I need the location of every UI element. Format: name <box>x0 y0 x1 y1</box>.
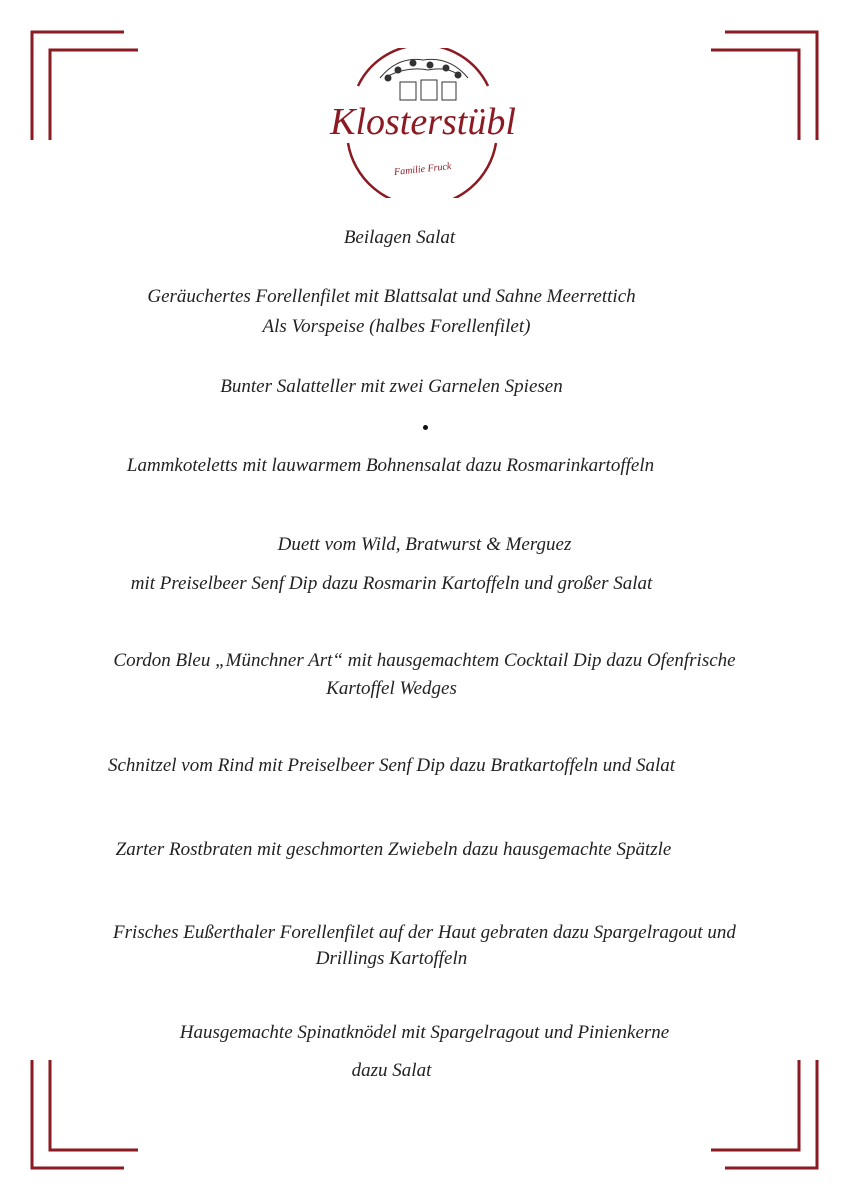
menu-item-cordon-bleu-continued: Kartoffel Wedges <box>326 678 457 699</box>
menu-item-schnitzel: Schnitzel vom Rind mit Preiselbeer Senf Dip dazu Bratkartoffeln und Salat <box>107 755 676 776</box>
restaurant-logo <box>318 48 528 198</box>
menu-item-duett-vom-wild: Duett vom Wild, Bratwurst & Merguez <box>277 534 572 555</box>
menu-item-salatteller: Bunter Salatteller mit zwei Garnelen Spiesen <box>220 376 563 397</box>
menu-item-eusserthaler-forelle-continued: Drillings Kartoffeln <box>315 948 468 969</box>
menu-item-cordon-bleu: Cordon Bleu „Münchner Art“ mit hausgemachtem Cocktail Dip dazu Ofenfrische <box>113 650 736 671</box>
svg-text:Klosterstübl: Klosterstübl <box>330 101 516 143</box>
menu-item-rostbraten: Zarter Rostbraten mit geschmorten Zwiebeln dazu hausgemachte Spätzle <box>115 839 672 860</box>
menu-item-forellenfilet-note: Als Vorspeise (halbes Forellenfilet) <box>262 316 531 337</box>
menu-item-spinatknoedel: Hausgemachte Spinatknödel mit Spargelragout und Pinienkerne <box>179 1022 670 1043</box>
corner-frame-top-right <box>701 28 821 148</box>
menu-item-duett-vom-wild-description: mit Preiselbeer Senf Dip dazu Rosmarin Kartoffeln und großer Salat <box>130 573 653 594</box>
menu-item-lammkoteletts: Lammkoteletts mit lauwarmem Bohnensalat dazu Rosmarinkartoffeln <box>126 455 655 476</box>
menu-item-eusserthaler-forelle: Frisches Eußerthaler Forellenfilet auf der Haut gebraten dazu Spargelragout und <box>113 922 736 943</box>
bullet-dot <box>423 425 428 430</box>
menu-item-beilagen-salat: Beilagen Salat <box>343 227 456 248</box>
corner-frame-top-left <box>28 28 148 148</box>
menu-item-spinatknoedel-continued: dazu Salat <box>351 1060 432 1081</box>
menu-item-forellenfilet: Geräuchertes Forellenfilet mit Blattsalat und Sahne Meerrettich <box>147 286 636 307</box>
svg-text:Familie Fruck: Familie Fruck <box>393 161 452 178</box>
